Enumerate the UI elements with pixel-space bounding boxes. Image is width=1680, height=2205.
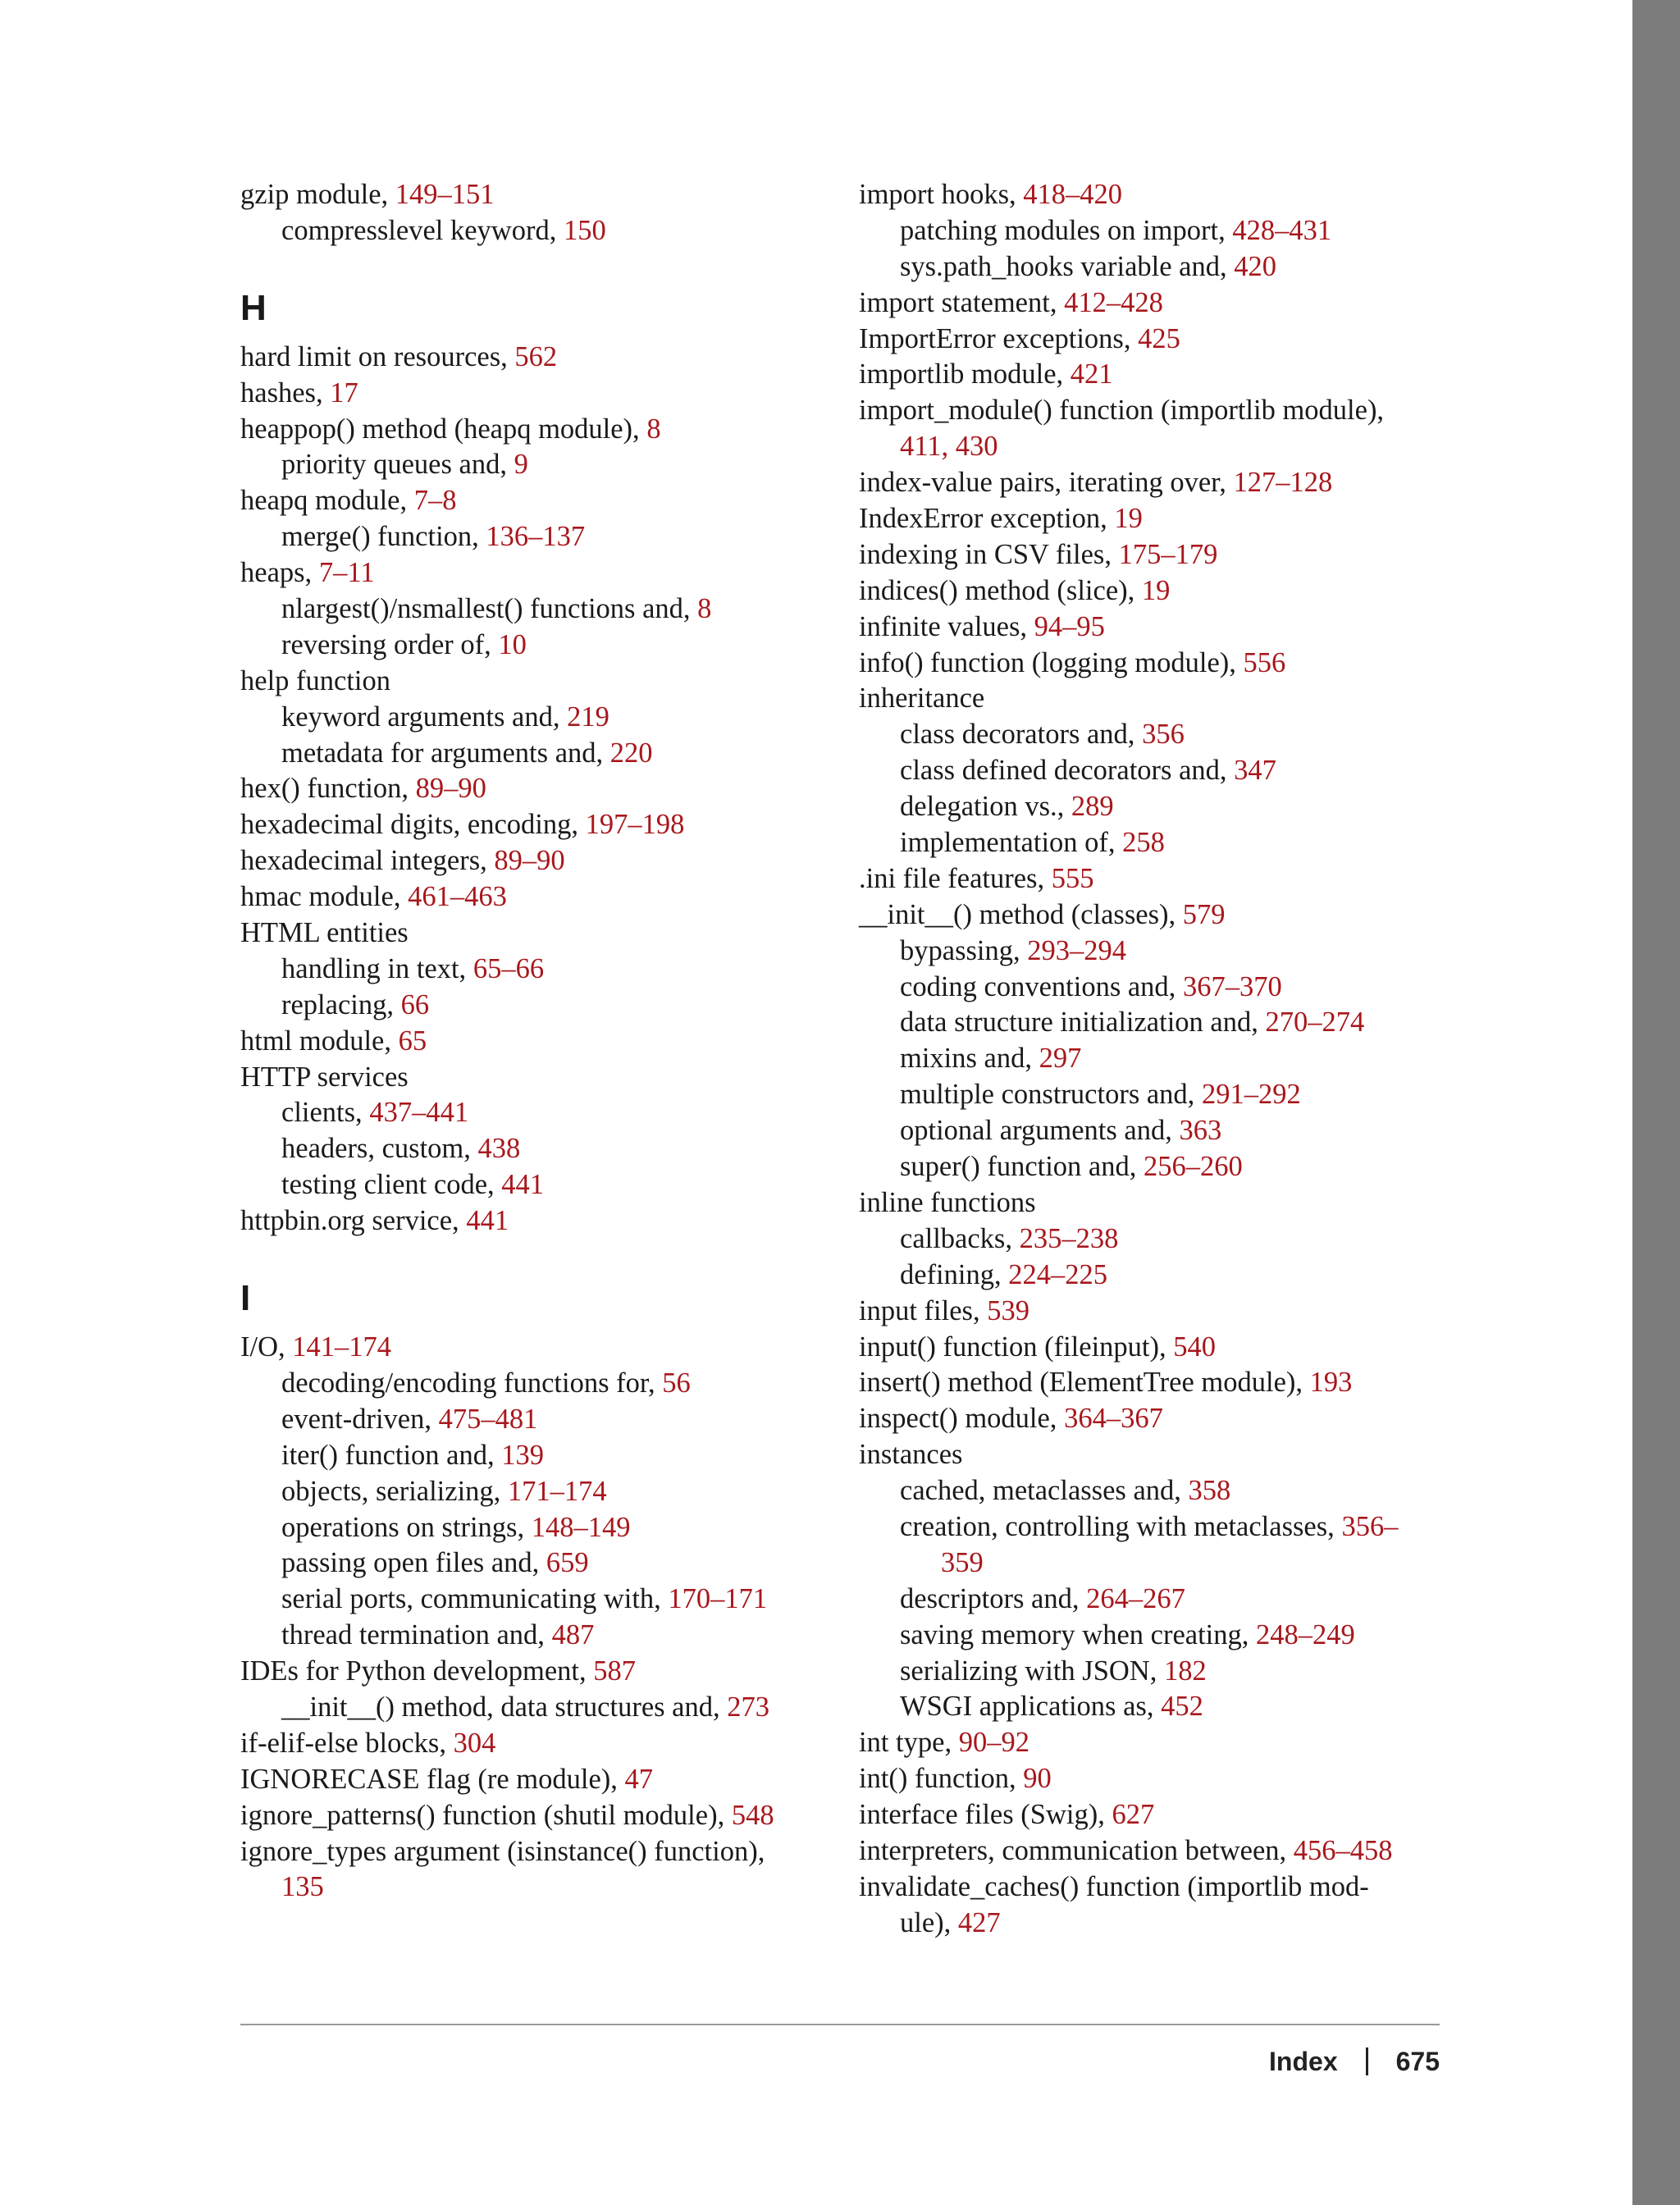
index-entry — [240, 1654, 831, 1690]
entry-term: nlargest()/nsmallest() functions and, — [281, 593, 698, 625]
index-entry — [240, 177, 831, 213]
index-letter-heading: H — [240, 287, 267, 328]
page-reference-link[interactable]: 437–441 — [369, 1097, 469, 1129]
index-entry — [859, 1401, 1449, 1437]
index-subentry — [240, 447, 831, 483]
index-entry — [859, 1869, 1449, 1906]
page-reference-link[interactable]: 356– — [1341, 1510, 1399, 1542]
entry-term: indices() method (slice), — [859, 574, 1142, 606]
entry-term: import hooks, — [859, 179, 1024, 210]
index-subentry — [859, 970, 1449, 1006]
index-subentry — [240, 213, 831, 249]
entry-term: serializing with JSON, — [900, 1655, 1164, 1687]
entry-term: decoding/encoding functions for, — [281, 1367, 663, 1399]
index-entry — [859, 177, 1449, 213]
page-reference-link[interactable]: 347 — [1234, 755, 1276, 787]
entry-term: heappop() method (heapq module), — [240, 413, 647, 445]
index-entry — [240, 664, 831, 700]
page-reference-link[interactable]: 7–11 — [318, 557, 375, 589]
entry-term: .ini file features, — [859, 862, 1052, 894]
entry-term: __init__() method, data structures and, — [281, 1691, 728, 1723]
page-reference-link[interactable]: 441 — [501, 1169, 545, 1201]
index-entry — [859, 1185, 1449, 1221]
entry-term: thread termination and, — [281, 1619, 552, 1651]
entry-term: patching modules on import, — [900, 214, 1233, 246]
index-entry — [859, 393, 1449, 429]
page-reference-link[interactable]: 475–481 — [438, 1403, 538, 1435]
entry-term: descriptors and, — [900, 1582, 1087, 1614]
entry-term: super() function and, — [900, 1151, 1144, 1183]
index-subentry — [240, 591, 831, 628]
page-reference-link[interactable]: 418–420 — [1023, 179, 1123, 210]
entry-term: int() function, — [859, 1763, 1024, 1795]
entry-term: priority queues and, — [281, 449, 514, 481]
index-subentry — [859, 1654, 1449, 1690]
page-reference-link[interactable]: 127–128 — [1233, 467, 1333, 499]
page-reference-link[interactable]: 94–95 — [1034, 610, 1105, 642]
index-subentry — [859, 429, 1449, 465]
entry-term: operations on strings, — [281, 1511, 532, 1543]
entry-term: infinite values, — [859, 610, 1034, 642]
entry-term: iter() function and, — [281, 1439, 502, 1471]
index-entry — [240, 807, 831, 843]
entry-term: inheritance — [859, 682, 985, 714]
page-reference-link[interactable]: 197–198 — [585, 809, 685, 841]
entry-term: objects, serializing, — [281, 1475, 508, 1507]
page-reference-link[interactable]: 19 — [1114, 503, 1143, 535]
index-subentry — [859, 1221, 1449, 1258]
entry-term: handling in text, — [281, 952, 473, 984]
index-entry — [240, 1762, 831, 1798]
page-reference-link[interactable]: 17 — [330, 377, 358, 409]
index-subentry — [859, 213, 1449, 249]
index-subentry — [859, 825, 1449, 861]
page-footer — [1269, 2045, 1440, 2078]
index-entry — [859, 861, 1449, 897]
index-subentry — [859, 1149, 1449, 1185]
page-reference-link[interactable]: 425 — [1138, 322, 1180, 354]
page-reference-link[interactable]: 258 — [1122, 827, 1165, 859]
index-entry — [859, 465, 1449, 501]
page-reference-link[interactable]: 359 — [941, 1546, 984, 1578]
index-subentry — [240, 1510, 831, 1546]
entry-term: defining, — [900, 1258, 1009, 1290]
index-column-left — [240, 177, 831, 1906]
page-reference-link[interactable]: 579 — [1182, 898, 1226, 930]
page-reference-link[interactable]: 171–174 — [507, 1475, 607, 1507]
footer-separator — [1366, 2048, 1368, 2075]
index-entry — [859, 681, 1449, 717]
entry-term: event-driven, — [281, 1403, 439, 1435]
page-reference-link[interactable]: 421 — [1070, 358, 1113, 390]
index-entry — [859, 573, 1449, 609]
index-subentry — [240, 1402, 831, 1438]
entry-term: inline functions — [859, 1186, 1036, 1218]
index-entry — [859, 501, 1449, 537]
page-reference-link[interactable]: 367–370 — [1182, 970, 1282, 1002]
page-reference-link[interactable]: 149–151 — [395, 179, 495, 210]
index-entry — [240, 1798, 831, 1834]
index-subentry — [240, 700, 831, 736]
entry-term: help function — [240, 664, 390, 696]
page-reference-link[interactable]: 9 — [514, 449, 528, 481]
entry-term: hexadecimal digits, encoding, — [240, 809, 586, 841]
index-subentry — [240, 1474, 831, 1510]
entry-term: importlib module, — [859, 358, 1071, 390]
page-reference-link[interactable]: 293–294 — [1027, 934, 1126, 966]
entry-term: hex() function, — [240, 773, 416, 805]
entry-term: insert() method (ElementTree module), — [859, 1367, 1310, 1399]
footer-rule — [240, 2024, 1440, 2025]
page-reference-link[interactable]: 150 — [563, 214, 606, 246]
entry-term: input() function (fileinput), — [859, 1331, 1174, 1363]
entry-term: heaps, — [240, 557, 319, 589]
entry-term: __init__() method (classes), — [859, 898, 1183, 930]
index-subentry — [240, 1869, 831, 1906]
entry-term: metadata for arguments and, — [281, 737, 610, 769]
page-reference-link[interactable]: 10 — [498, 628, 527, 660]
page-reference-link[interactable]: 540 — [1173, 1331, 1216, 1363]
entry-term: ule), — [900, 1906, 958, 1938]
index-entry — [240, 879, 831, 915]
entry-term: ignore_patterns() function (shutil module), — [240, 1799, 732, 1831]
entry-term: interpreters, communication between, — [859, 1834, 1294, 1866]
page-reference-link[interactable]: 297 — [1039, 1043, 1082, 1075]
page-reference-link[interactable]: 248–249 — [1256, 1618, 1355, 1650]
entry-term: WSGI applications as, — [900, 1691, 1162, 1723]
page-reference-link[interactable]: 539 — [987, 1294, 1029, 1326]
entry-term: coding conventions and, — [900, 970, 1183, 1002]
page-reference-link[interactable]: 8 — [646, 413, 661, 445]
page-reference-link[interactable]: 89–90 — [494, 845, 565, 877]
index-entry — [240, 1330, 831, 1366]
index-entry — [859, 285, 1449, 322]
entry-term: optional arguments and, — [900, 1115, 1180, 1147]
entry-term: bypassing, — [900, 934, 1028, 966]
entry-term: HTTP services — [240, 1061, 409, 1093]
page-reference-link[interactable]: 555 — [1051, 862, 1094, 894]
entry-term: indexing in CSV files, — [859, 538, 1119, 570]
entry-term: class defined decorators and, — [900, 755, 1235, 787]
entry-term: multiple constructors and, — [900, 1079, 1202, 1111]
index-subentry — [859, 1689, 1449, 1725]
page-reference-link[interactable]: 256–260 — [1144, 1151, 1243, 1183]
entry-term: headers, custom, — [281, 1133, 478, 1165]
entry-term: httpbin.org service, — [240, 1205, 467, 1237]
index-entry — [859, 609, 1449, 646]
page-reference-link[interactable]: 193 — [1309, 1367, 1353, 1399]
page-reference-link[interactable]: 273 — [727, 1691, 769, 1723]
entry-term: serial ports, communicating with, — [281, 1583, 669, 1615]
entry-term: I/O, — [240, 1331, 293, 1363]
page-reference-link[interactable]: 562 — [514, 340, 558, 372]
entry-term: instances — [859, 1439, 963, 1471]
page-reference-link[interactable]: 304 — [453, 1727, 496, 1759]
entry-term: IGNORECASE flag (re module), — [240, 1763, 625, 1795]
page-reference-link[interactable]: 90–92 — [958, 1727, 1029, 1759]
index-subentry — [859, 1509, 1449, 1545]
index-entry — [859, 322, 1449, 358]
page-reference-link[interactable]: 487 — [551, 1619, 595, 1651]
index-entry — [859, 1437, 1449, 1473]
page-reference-link[interactable]: 65–66 — [472, 952, 545, 984]
page-reference-link[interactable]: 438 — [477, 1133, 521, 1165]
page-reference-link[interactable]: 8 — [697, 593, 712, 625]
index-entry — [859, 1330, 1449, 1366]
entry-term: callbacks, — [900, 1222, 1020, 1254]
entry-term: invalidate_caches() function (importlib mod- — [859, 1870, 1369, 1902]
index-entry — [859, 1725, 1449, 1761]
page-reference-link[interactable]: 627 — [1112, 1799, 1155, 1831]
index-subentry — [240, 1582, 831, 1618]
entry-term: int type, — [859, 1727, 959, 1759]
entry-term: ignore_types argument (isinstance() function), — [240, 1835, 765, 1867]
page-reference-link[interactable]: 141–174 — [292, 1331, 391, 1363]
entry-term: passing open files and, — [281, 1547, 546, 1579]
index-subentry — [859, 1041, 1449, 1077]
entry-term: implementation of, — [900, 827, 1123, 859]
index-subentry — [240, 628, 831, 664]
index-subentry — [240, 1167, 831, 1203]
index-subentry — [240, 1618, 831, 1654]
entry-term: compresslevel keyword, — [281, 214, 564, 246]
page-reference-link[interactable]: 456–458 — [1293, 1834, 1393, 1866]
entry-term: cached, metaclasses and, — [900, 1475, 1189, 1507]
index-subentry — [859, 249, 1449, 285]
index-entry — [859, 1797, 1449, 1833]
entry-term: hexadecimal integers, — [240, 845, 495, 877]
entry-term: html module, — [240, 1025, 399, 1057]
index-letter-heading: I — [240, 1278, 251, 1319]
entry-term: mixins and, — [900, 1043, 1039, 1075]
index-entry — [240, 340, 831, 376]
entry-term: delegation vs., — [900, 791, 1071, 823]
page-reference-link[interactable]: 411, 430 — [900, 431, 998, 463]
page-reference-link[interactable]: 356 — [1142, 719, 1185, 751]
entry-term: testing client code, — [281, 1169, 502, 1201]
index-entry — [240, 843, 831, 879]
index-subentry — [859, 934, 1449, 970]
entry-term: import statement, — [859, 286, 1065, 318]
page-reference-link[interactable]: 412–428 — [1064, 286, 1163, 318]
index-entry — [859, 357, 1449, 393]
entry-term: clients, — [281, 1097, 370, 1129]
page-reference-link[interactable]: 270–274 — [1265, 1007, 1365, 1039]
page-reference-link[interactable]: 182 — [1163, 1655, 1207, 1687]
page-reference-link[interactable]: 7–8 — [413, 485, 457, 517]
entry-term: heapq module, — [240, 485, 414, 517]
page-reference-link[interactable]: 136–137 — [486, 521, 586, 553]
entry-term: sys.path_hooks variable and, — [900, 250, 1235, 282]
page-reference-link[interactable]: 219 — [567, 701, 609, 733]
index-entry — [240, 1024, 831, 1060]
index-subentry — [859, 1005, 1449, 1041]
page-reference-link[interactable]: 65 — [398, 1025, 427, 1057]
page-reference-link[interactable]: 420 — [1234, 250, 1276, 282]
index-subentry — [859, 1582, 1449, 1618]
index-entry — [859, 1761, 1449, 1797]
entry-term: HTML entities — [240, 917, 409, 949]
index-subentry — [240, 736, 831, 772]
index-subentry — [240, 1690, 831, 1726]
index-subentry — [240, 1438, 831, 1474]
page-reference-link[interactable]: 548 — [731, 1799, 774, 1831]
index-entry — [240, 771, 831, 807]
index-column-right — [859, 177, 1449, 1942]
page-reference-link[interactable]: 66 — [400, 988, 430, 1020]
page-reference-link[interactable]: 363 — [1179, 1115, 1222, 1147]
index-entry — [240, 915, 831, 952]
page-reference-link[interactable]: 291–292 — [1201, 1079, 1301, 1111]
entry-term: import_module() function (importlib module), — [859, 395, 1385, 427]
index-entry — [859, 1365, 1449, 1401]
entry-term: inspect() module, — [859, 1403, 1065, 1435]
index-subentry — [859, 1077, 1449, 1113]
page-reference-link[interactable]: 56 — [662, 1367, 691, 1399]
index-subentry — [859, 1545, 1449, 1582]
index-subentry — [859, 1906, 1449, 1942]
index-subentry — [240, 519, 831, 555]
page-reference-link[interactable]: 427 — [957, 1906, 1001, 1938]
index-entry — [240, 1203, 831, 1239]
page-reference-link[interactable]: 556 — [1243, 646, 1286, 678]
entry-term: data structure initialization and, — [900, 1007, 1266, 1039]
entry-term: hmac module, — [240, 881, 409, 913]
index-entry — [240, 555, 831, 591]
entry-term: creation, controlling with metaclasses, — [900, 1510, 1342, 1542]
index-entry — [859, 1294, 1449, 1330]
entry-term: input files, — [859, 1294, 988, 1326]
page-number: 675 — [1395, 2047, 1440, 2076]
index-subentry — [859, 789, 1449, 825]
page-reference-link[interactable]: 235–238 — [1019, 1222, 1119, 1254]
entry-term: index-value pairs, iterating over, — [859, 467, 1234, 499]
page-reference-link[interactable]: 135 — [281, 1871, 324, 1903]
entry-term: if-elif-else blocks, — [240, 1727, 454, 1759]
index-entry — [240, 1060, 831, 1096]
page-reference-link[interactable]: 170–171 — [668, 1583, 768, 1615]
index-entry — [859, 1833, 1449, 1869]
page-reference-link[interactable]: 659 — [546, 1547, 589, 1579]
page-reference-link[interactable]: 452 — [1161, 1691, 1203, 1723]
entry-term: merge() function, — [281, 521, 486, 553]
page-reference-link[interactable]: 220 — [609, 737, 653, 769]
index-subentry — [859, 1473, 1449, 1509]
index-subentry — [859, 753, 1449, 789]
entry-term: class decorators and, — [900, 719, 1143, 751]
entry-term: keyword arguments and, — [281, 701, 568, 733]
index-subentry — [859, 1258, 1449, 1294]
page-reference-link[interactable]: 358 — [1188, 1475, 1231, 1507]
entry-term: saving memory when creating, — [900, 1618, 1256, 1650]
page-reference-link[interactable]: 139 — [501, 1439, 544, 1471]
entry-term: interface files (Swig), — [859, 1799, 1112, 1831]
index-entry — [859, 537, 1449, 573]
index-subentry — [240, 988, 831, 1024]
page-reference-link[interactable]: 364–367 — [1064, 1403, 1163, 1435]
page-reference-link[interactable]: 289 — [1071, 791, 1114, 823]
index-subentry — [240, 1095, 831, 1131]
entry-term: IndexError exception, — [859, 503, 1115, 535]
index-entry — [240, 412, 831, 448]
page-reference-link[interactable]: 264–267 — [1086, 1582, 1185, 1614]
index-subentry — [240, 952, 831, 988]
page-reference-link[interactable]: 461–463 — [408, 881, 507, 913]
entry-term: hashes, — [240, 377, 331, 409]
page-reference-link[interactable]: 175–179 — [1118, 538, 1218, 570]
entry-term: hard limit on resources, — [240, 340, 515, 372]
page-reference-link[interactable]: 428–431 — [1232, 214, 1332, 246]
page-reference-link[interactable]: 441 — [466, 1205, 509, 1237]
entry-term: replacing, — [281, 988, 401, 1020]
index-entry — [859, 897, 1449, 934]
index-entry — [240, 483, 831, 519]
page-reference-link[interactable]: 587 — [593, 1655, 636, 1687]
page-reference-link[interactable]: 148–149 — [531, 1511, 631, 1543]
page-reference-link[interactable]: 47 — [624, 1763, 654, 1795]
index-subentry — [859, 1618, 1449, 1654]
index-subentry — [859, 1113, 1449, 1149]
index-subentry — [240, 1131, 831, 1167]
index-subentry — [240, 1545, 831, 1582]
index-entry — [240, 376, 831, 412]
index-subentry — [859, 717, 1449, 753]
entry-term: info() function (logging module), — [859, 646, 1244, 678]
page-reference-link[interactable]: 19 — [1141, 574, 1171, 606]
entry-term: reversing order of, — [281, 628, 499, 660]
page-reference-link[interactable]: 90 — [1023, 1763, 1052, 1795]
entry-term: IDEs for Python development, — [240, 1655, 594, 1687]
footer-section-label: Index — [1269, 2047, 1338, 2076]
index-entry — [240, 1834, 831, 1870]
page-reference-link[interactable]: 89–90 — [415, 773, 486, 805]
entry-term: ImportError exceptions, — [859, 322, 1139, 354]
page-reference-link[interactable]: 224–225 — [1008, 1258, 1107, 1290]
index-entry — [240, 1726, 831, 1762]
entry-term: gzip module, — [240, 179, 395, 210]
index-subentry — [240, 1366, 831, 1402]
page-edge-gutter — [1632, 0, 1680, 2205]
index-entry — [859, 646, 1449, 682]
